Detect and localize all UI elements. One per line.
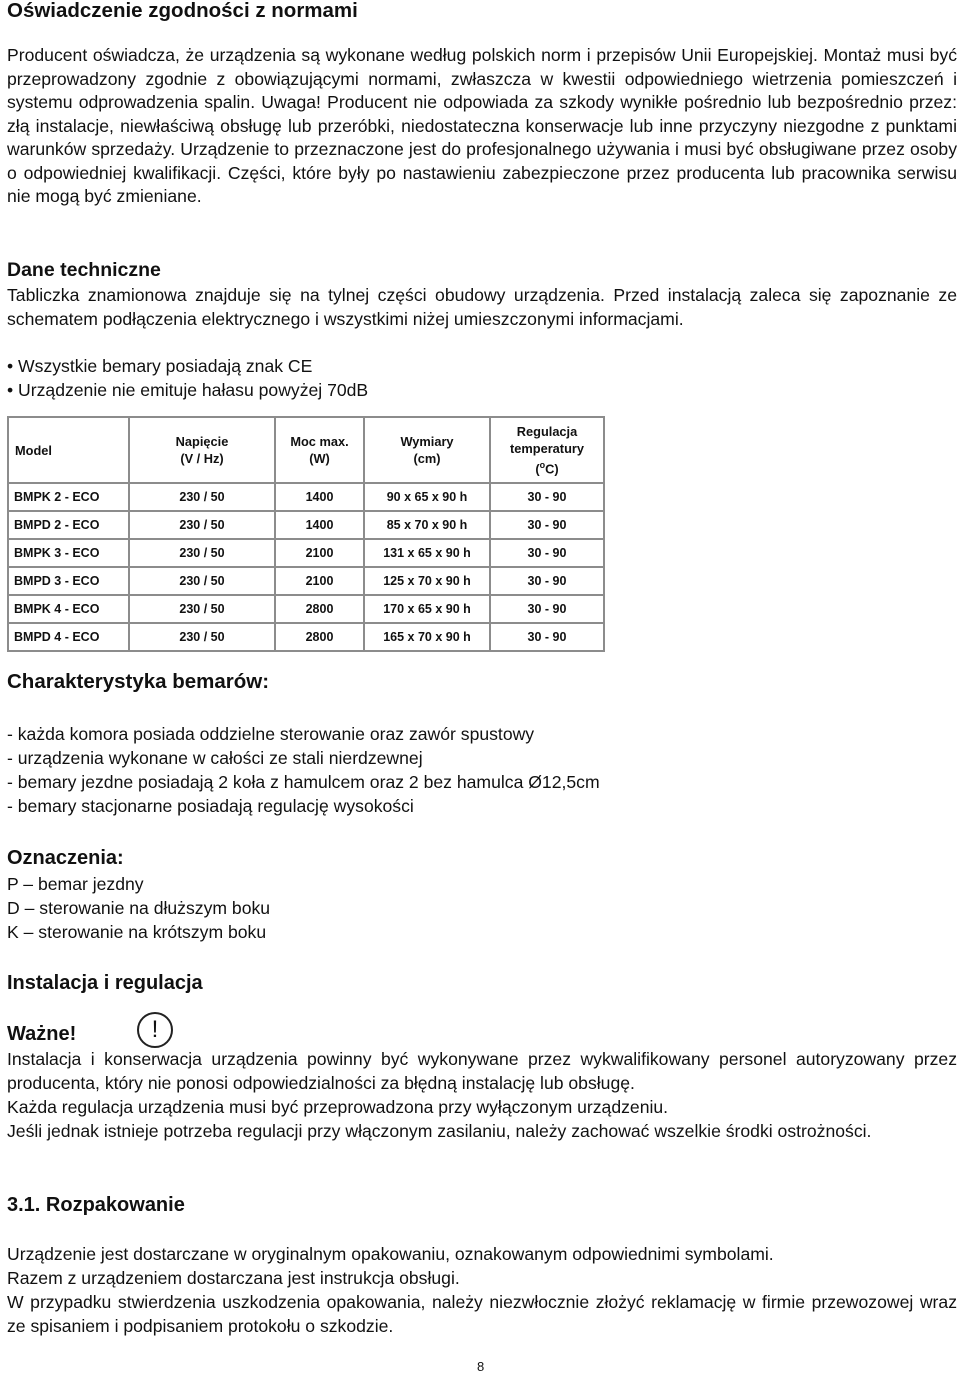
characteristics-item: - każda komora posiada oddzielne sterowanie oraz zawór spustowy (7, 724, 535, 744)
cell-model: BMPD 2 - ECO (8, 511, 129, 539)
header-model: Model (8, 417, 129, 483)
designation-item-k: K – sterowanie na krótszym boku (7, 922, 267, 942)
installation-paragraph-2: Każda regulacja urządzenia musi być przeprowadzona przy wyłączonym urządzeniu. (7, 1097, 669, 1117)
cell-dimensions: 90 x 65 x 90 h (364, 483, 490, 511)
header-power-line1: Moc max. (290, 434, 349, 449)
spec-table-header-row (8, 417, 604, 483)
important-label: Ważne! (7, 1023, 77, 1045)
header-temp-line2: temperatury (510, 440, 584, 456)
technical-bullet-noise: • Urządzenie nie emituje hałasu powyżej 70dB (7, 380, 369, 400)
cell-dimensions: 131 x 65 x 90 h (364, 539, 490, 567)
technical-paragraph: Tabliczka znamionowa znajduje się na tylnej części obudowy urządzenia. Przed instalacją zaleca się zapoznanie ze schematem podłączenia elektrycznego i wszystkimi niżej umieszczonymi informacjami. (7, 285, 957, 329)
characteristics-item: - bemary jezdne posiadają 2 koła z hamulcem oraz 2 bez hamulca Ø12,5cm (7, 772, 600, 792)
cell-temperature: 30 - 90 (490, 595, 604, 623)
cell-temperature: 30 - 90 (490, 483, 604, 511)
cell-power: 2800 (275, 595, 364, 623)
table-row (8, 511, 604, 539)
spec-table (7, 416, 605, 652)
header-temp-line1: Regulacja (516, 423, 578, 439)
cell-model: BMPD 4 - ECO (8, 623, 129, 651)
header-voltage (129, 417, 275, 483)
unpacking-paragraph-2: Razem z urządzeniem dostarczana jest instrukcja obsługi. (7, 1268, 460, 1288)
designations-title: Oznaczenia: (7, 847, 124, 869)
cell-voltage: 230 / 50 (129, 567, 275, 595)
page-number: 8 (477, 1359, 485, 1374)
cell-voltage: 230 / 50 (129, 511, 275, 539)
cell-voltage: 230 / 50 (129, 623, 275, 651)
unpacking-title: 3.1. Rozpakowanie (7, 1194, 185, 1216)
cell-power: 1400 (275, 483, 364, 511)
cell-model: BMPK 4 - ECO (8, 595, 129, 623)
compliance-title: Oświadczenie zgodności z normami (7, 0, 358, 22)
cell-model: BMPD 3 - ECO (8, 567, 129, 595)
cell-model: BMPK 3 - ECO (8, 539, 129, 567)
table-row (8, 483, 604, 511)
cell-model: BMPK 2 - ECO (8, 483, 129, 511)
header-temperature (490, 417, 604, 483)
cell-power: 2100 (275, 567, 364, 595)
header-dims-line1: Wymiary (400, 434, 454, 449)
cell-temperature: 30 - 90 (490, 511, 604, 539)
temp-unit-degree: o (539, 459, 546, 470)
installation-title: Instalacja i regulacja (7, 972, 203, 994)
header-power (275, 417, 364, 483)
exclamation-circle-icon: ! (137, 1012, 173, 1048)
cell-power: 1400 (275, 511, 364, 539)
header-dims-line2: (cm) (413, 451, 441, 466)
technical-title: Dane techniczne (7, 259, 161, 281)
compliance-paragraph: Producent oświadcza, że urządzenia są wykonane według polskich norm i przepisów Unii Europejskiej. Montaż musi być przeprowadzony zgodnie z obowiązującymi normami, zwłaszcza w kwestii odpowiedniego wietrzenia pomieszczeń i systemu odprowadzenia spalin. Uwaga! Producent nie odpowiada za szkody wynikłe pośrednio lub bezpośrednio przez: złą instalacje, niewłaściwą obsługę lub przeróbki, niedostateczna konserwacje lub inne przyczyny niezgodne z punktami warunków sprzedaży. Urządzenie to przeznaczone jest do profesjonalnego używania i musi być obsługiwane przez osoby o odpowiedniej kwalifikacji. Części, które były po nastawieniu zabezpieczone przez producenta lub pracownika serwisu nie mogą być zmieniane. (7, 45, 957, 206)
header-voltage-line1: Napięcie (175, 434, 229, 449)
header-power-line2: (W) (309, 451, 330, 466)
installation-paragraph-3: Jeśli jednak istnieje potrzeba regulacji przy włączonym zasilaniu, należy zachować wszelkie środki ostrożności. (7, 1121, 872, 1141)
temp-unit-open: ( (535, 461, 540, 477)
header-voltage-line2: (V / Hz) (180, 451, 224, 466)
designation-item-p: P – bemar jezdny (7, 874, 144, 894)
cell-dimensions: 170 x 65 x 90 h (364, 595, 490, 623)
table-row (8, 623, 604, 651)
cell-dimensions: 85 x 70 x 90 h (364, 511, 490, 539)
cell-temperature: 30 - 90 (490, 539, 604, 567)
header-dimensions (364, 417, 490, 483)
cell-voltage: 230 / 50 (129, 539, 275, 567)
characteristics-item: - bemary stacjonarne posiadają regulację wysokości (7, 796, 414, 816)
designation-item-d: D – sterowanie na dłuższym boku (7, 898, 271, 918)
table-row (8, 567, 604, 595)
installation-paragraph-1: Instalacja i konserwacja urządzenia powinny być wykonywane przez wykwalifikowany personel autoryzowany przez producenta, który nie ponosi odpowiedzialności za błędną instalację lub obsługę. (7, 1049, 957, 1093)
characteristics-item: - urządzenia wykonane w całości ze stali nierdzewnej (7, 748, 423, 768)
cell-power: 2100 (275, 539, 364, 567)
cell-temperature: 30 - 90 (490, 623, 604, 651)
unpacking-paragraph-3: W przypadku stwierdzenia uszkodzenia opakowania, należy niezwłocznie złożyć reklamację w firmie przewozowej wraz ze spisaniem i podpisaniem protokołu o szkodzie. (7, 1292, 957, 1336)
table-row (8, 595, 604, 623)
unpacking-paragraph-1: Urządzenie jest dostarczane w oryginalnym opakowaniu, oznakowanym odpowiednimi symbolami. (7, 1244, 774, 1264)
temp-unit-close: C) (545, 461, 559, 477)
cell-dimensions: 165 x 70 x 90 h (364, 623, 490, 651)
characteristics-title: Charakterystyka bemarów: (7, 670, 270, 693)
technical-bullet-ce: • Wszystkie bemary posiadają znak CE (7, 356, 313, 376)
cell-voltage: 230 / 50 (129, 595, 275, 623)
cell-power: 2800 (275, 623, 364, 651)
table-row (8, 539, 604, 567)
cell-dimensions: 125 x 70 x 90 h (364, 567, 490, 595)
cell-voltage: 230 / 50 (129, 483, 275, 511)
cell-temperature: 30 - 90 (490, 567, 604, 595)
header-temp-line3 (491, 457, 603, 477)
